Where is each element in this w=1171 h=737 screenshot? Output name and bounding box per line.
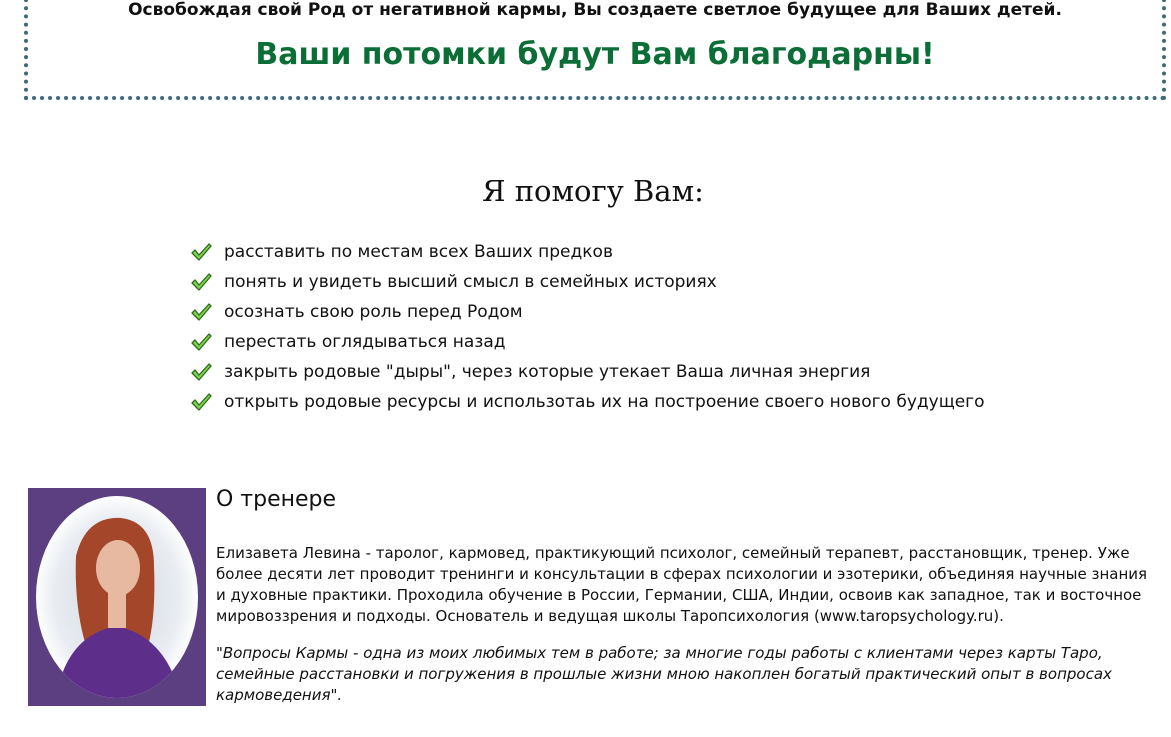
list-item [190,237,985,267]
list-item [190,327,985,357]
checkmark-icon [190,302,212,322]
list-item [190,267,985,297]
list-item-text: расставить по местам всех Ваших предков [224,242,613,262]
help-title: Я помогу Вам: [482,174,704,208]
portrait-figure [36,496,198,698]
trainer-quote: "Вопросы Кармы - одна из моих любимых тем в работе; за многие годы работы с клиентами через карты Таро, семейные расстановки и погружения в прошлые жизни мною накоплен богатый практический опыт в вопросах кармоведения". [216,644,1112,704]
list-item [190,297,985,327]
trainer-photo [28,488,206,706]
checkmark-icon [190,332,212,352]
checkmark-icon [190,362,212,382]
checkmark-icon [190,242,212,262]
trainer-bio: Елизавета Левина - таролог, кармовед, практикующий психолог, семейный терапевт, расстановщик, тренер. Уже более десяти лет проводит тренинги и консультации в сферах психологии и эзотерики, объединяя научные знания и духовные практики. Проходила обучение в России, Германии, США, Индии, освоив как западное, так и восточное мировоззрения и подходы. Основатель и ведущая школы Таропсихология (www.taropsychology.ru). [216,544,1148,625]
banner-subtitle: Освобождая свой Род от негативной кармы, Вы создаете светлое будущее для Ваших детей. [128,0,1062,20]
photo-oval-vignette [36,496,198,698]
about-trainer-title: О тренере [216,487,337,512]
checkmark-icon [190,272,212,292]
list-item-text: перестать оглядываться назад [224,332,506,352]
list-item-text: осознать свою роль перед Родом [224,302,523,322]
benefits-list [190,237,985,417]
list-item [190,357,985,387]
list-item-text: закрыть родовые "дыры", через которые утекает Ваша личная энергия [224,362,871,382]
banner-box [24,0,1166,100]
banner-title: Ваши потомки будут Вам благодарны! [255,37,935,72]
checkmark-icon [190,392,212,412]
list-item [190,387,985,417]
list-item-text: открыть родовые ресурсы и использотаь их на построение своего нового будущего [224,392,985,412]
list-item-text: понять и увидеть высший смысл в семейных историях [224,272,717,292]
